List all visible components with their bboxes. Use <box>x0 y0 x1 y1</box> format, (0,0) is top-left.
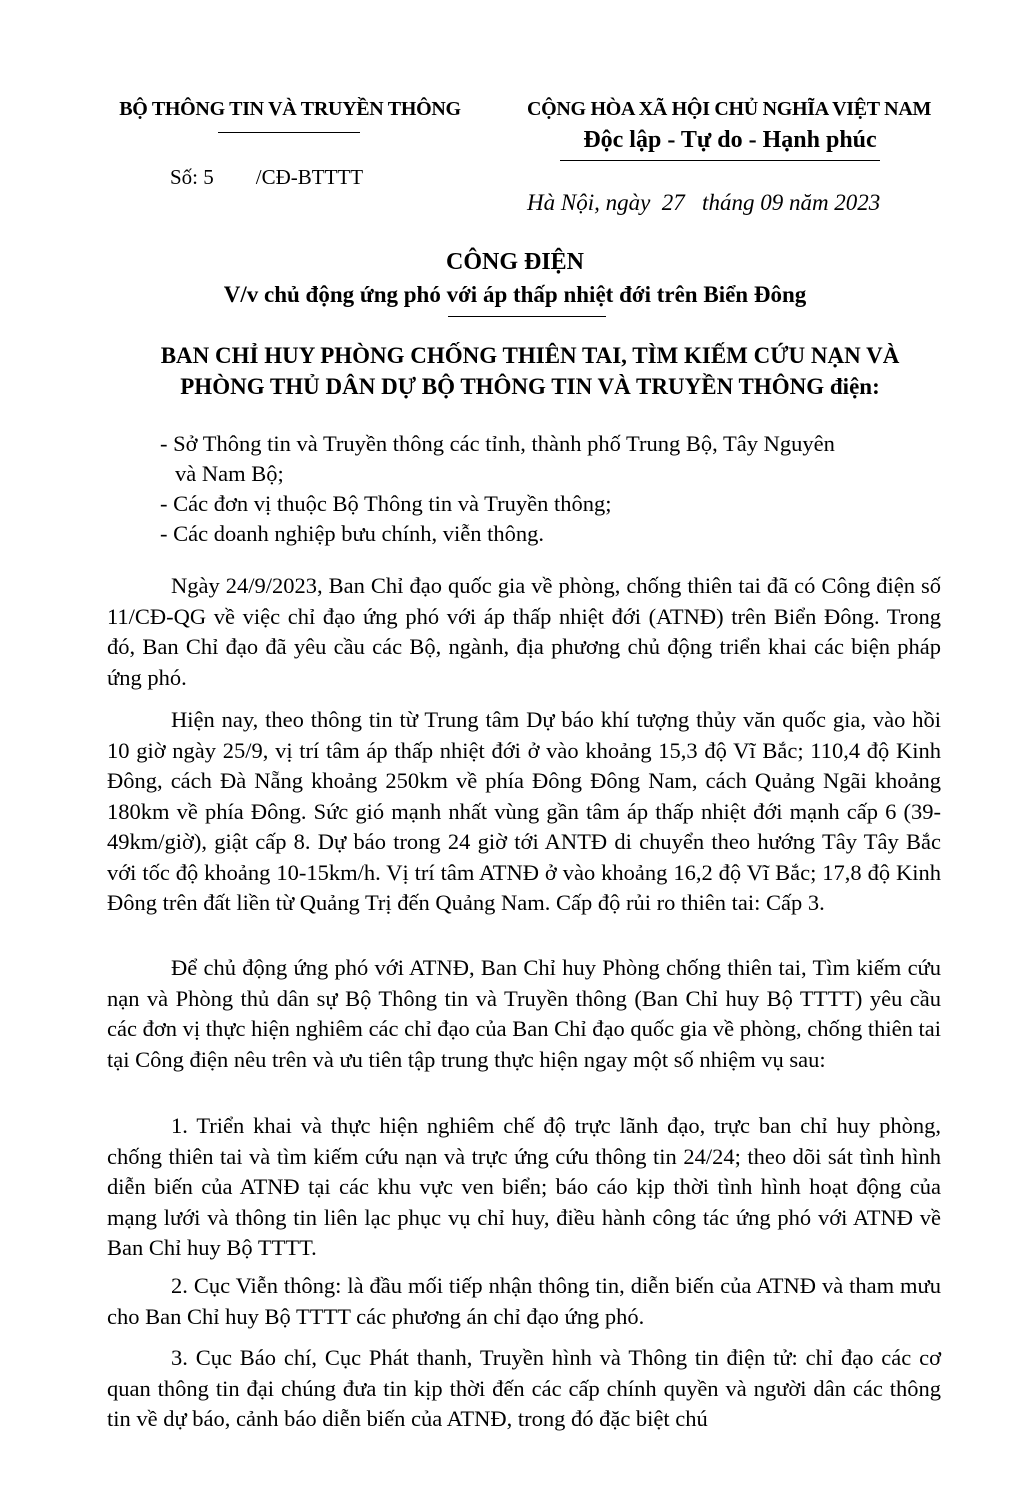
recipient-2: - Các đơn vị thuộc Bộ Thông tin và Truyền thông; <box>160 491 612 516</box>
document-subject: V/v chủ động ứng phó với áp thấp nhiệt đới trên Biển Đông <box>223 282 807 307</box>
sender-line-2: PHÒNG THỦ DÂN DỰ BỘ THÔNG TIN VÀ TRUYỀN THÔNG điện: <box>180 374 880 399</box>
recipient-1: - Sở Thông tin và Truyền thông các tỉnh, thành phố Trung Bộ, Tây Nguyên <box>160 431 835 456</box>
paragraph-6: 3. Cục Báo chí, Cục Phát thanh, Truyền hình và Thông tin điện tử: chỉ đạo các cơ quan thông tin đại chúng đưa tin kịp thời đến các cấp chính quyền và người dân các thông tin về dự báo, cảnh báo diễn biến của ATNĐ, trong đó đặc biệt chú <box>107 1345 941 1431</box>
recipient-3: - Các doanh nghiệp bưu chính, viễn thông. <box>160 521 544 546</box>
paragraph-3: Để chủ động ứng phó với ATNĐ, Ban Chỉ huy Phòng chống thiên tai, Tìm kiếm cứu nạn và Phòng thủ dân sự Bộ Thông tin và Truyền thông (Ban Chỉ huy Bộ TTTT) yêu cầu các đơn vị thực hiện nghiêm các chỉ đạo của Ban Chỉ đạo quốc gia về phòng, chống thiên tai tại Công điện nêu trên và ưu tiên tập trung thực hiện ngay một số nhiệm vụ sau: <box>107 955 941 1072</box>
document-title: CÔNG ĐIỆN <box>445 249 584 275</box>
sender-line-1: BAN CHỈ HUY PHÒNG CHỐNG THIÊN TAI, TÌM KIẾM CỨU NẠN VÀ <box>160 343 900 368</box>
paragraph-5: 2. Cục Viễn thông: là đầu mối tiếp nhận thông tin, diễn biến của ATNĐ và tham mưu cho Ban Chỉ huy Bộ TTTT các phương án chỉ đạo ứng phó. <box>107 1273 941 1329</box>
ministry-name: BỘ THÔNG TIN VÀ TRUYỀN THÔNG <box>119 98 461 120</box>
subject-underline <box>448 316 606 317</box>
national-motto: Độc lập - Tự do - Hạnh phúc <box>583 127 877 153</box>
ministry-underline <box>218 132 360 133</box>
motto-underline <box>560 160 880 161</box>
document-date: Hà Nội, ngày 27 tháng 09 năm 2023 <box>527 190 881 215</box>
paragraph-1: Ngày 24/9/2023, Ban Chỉ đạo quốc gia về phòng, chống thiên tai đã có Công điện số 11/CĐ-QG về việc chỉ đạo ứng phó với áp thấp nhiệt đới (ATNĐ) trên Biển Đông. Trong đó, Ban Chỉ đạo đã yêu cầu các Bộ, ngành, địa phương chủ động triển khai các biện pháp ứng phó. <box>107 573 941 690</box>
document-number: Số: 5 /CĐ-BTTTT <box>170 165 364 189</box>
paragraph-4: 1. Triển khai và thực hiện nghiêm chế độ trực lãnh đạo, trực ban chỉ huy phòng, chống thiên tai và tìm kiếm cứu nạn và trực ứng cứu thông tin 24/24; theo dõi sát tình hình diễn biến của ATNĐ tại các khu vực ven biển; báo cáo kịp thời tình hình hoạt động của mạng lưới và thông tin liên lạc phục vụ chỉ huy, điều hành công tác ứng phó với ATNĐ về Ban Chỉ huy Bộ TTTT. <box>107 1113 941 1260</box>
recipient-1-cont: và Nam Bộ; <box>175 461 284 486</box>
republic-name: CỘNG HÒA XÃ HỘI CHỦ NGHĨA VIỆT NAM <box>526 98 932 120</box>
paragraph-2: Hiện nay, theo thông tin từ Trung tâm Dự báo khí tượng thủy văn quốc gia, vào hồi 10 giờ ngày 25/9, vị trí tâm áp thấp nhiệt đới ở vào khoảng 15,3 độ Vĩ Bắc; 110,4 độ Kinh Đông, cách Đà Nẵng khoảng 250km về phía Đông Đông Nam, cách Quảng Ngãi khoảng 180km về phía Đông. Sức gió mạnh nhất vùng gần tâm áp thấp nhiệt đới mạnh cấp 6 (39-49km/giờ), giật cấp 8. Dự báo trong 24 giờ tới ANTĐ di chuyển theo hướng Tây Tây Bắc với tốc độ khoảng 10-15km/h. Vị trí tâm ATNĐ ở vào khoảng 16,2 độ Vĩ Bắc; 17,8 độ Kinh Đông trên đất liền từ Quảng Trị đến Quảng Nam. Cấp độ rủi ro thiên tai: Cấp 3. <box>107 707 941 915</box>
